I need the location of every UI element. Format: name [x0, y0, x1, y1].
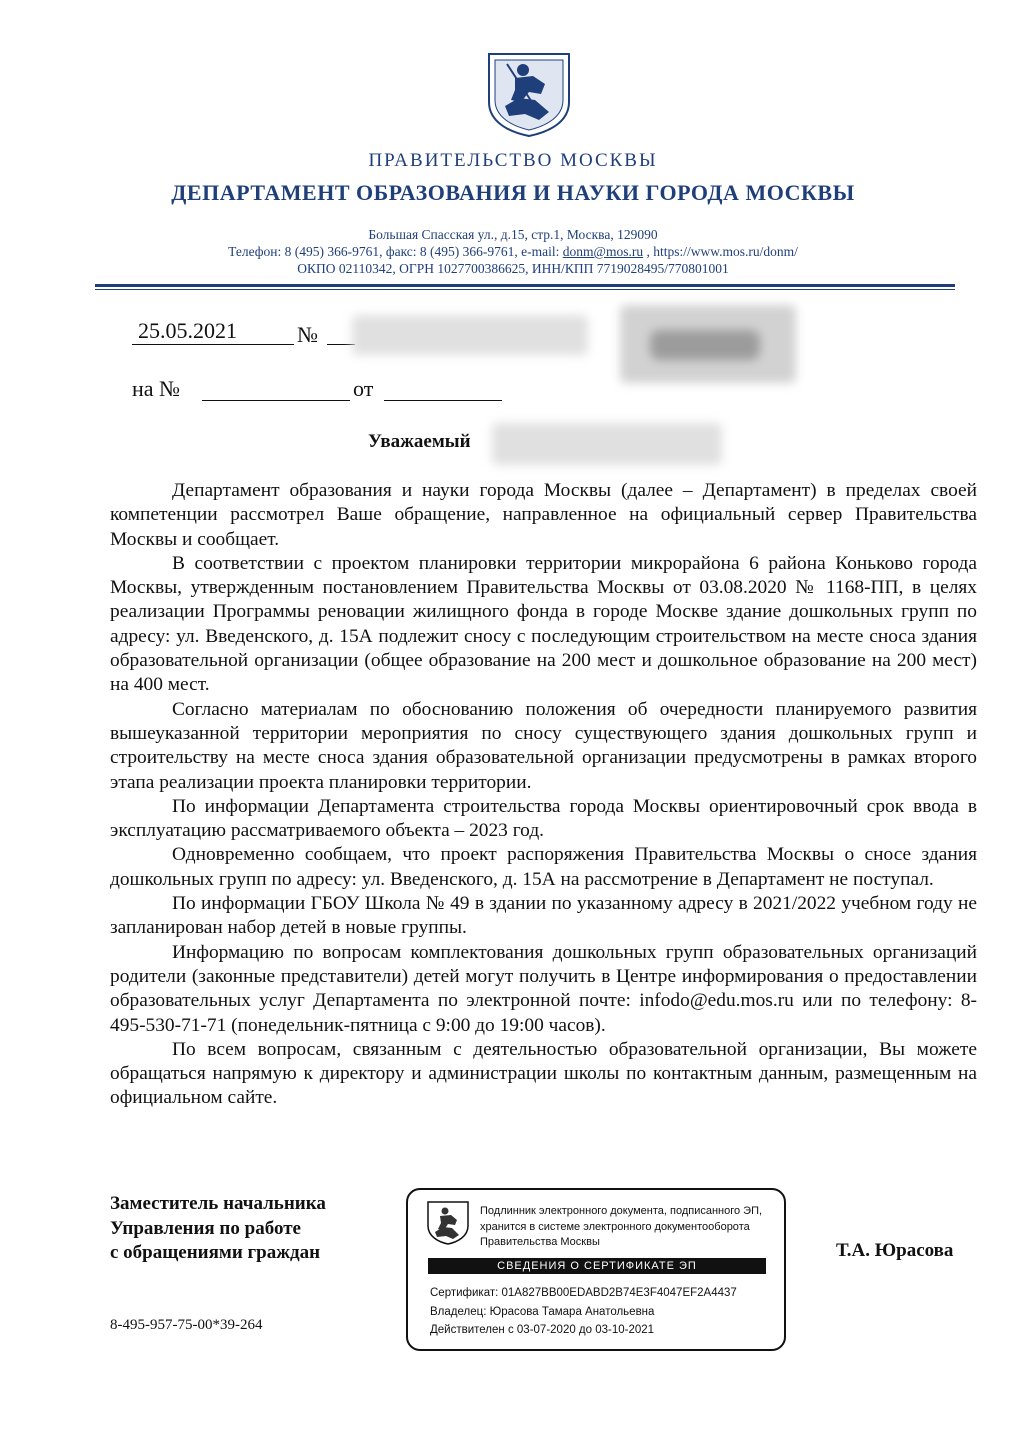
reference-date-blank: [384, 400, 502, 401]
certificate-validity: Действителен с 03-07-2020 до 03-10-2021: [430, 1324, 655, 1336]
reference-date-label: от: [353, 376, 374, 401]
letter-body: [110, 479, 977, 1111]
paragraph: Информацию по вопросам комплектования дошкольных групп образовательных организаций родители (законные представители) детей могут получить в Центре информирования о предоставлении образовательных услуг Департамента по электронной почте: infodo@edu.mos.ru или по телефону: 8-495-530-71-71 (понедельник-пятница с 9:00 до 19:00 часов).: [110, 941, 977, 1036]
signatory-name: Т.А. Юрасова: [836, 1240, 954, 1261]
certificate-owner: Владелец: Юрасова Тамара Анатольевна: [430, 1305, 655, 1318]
contacts-prefix: Телефон: 8 (495) 366-9761, факс: 8 (495) 366-9761, e-mail:: [228, 244, 563, 259]
moscow-coat-of-arms-icon: [485, 50, 573, 138]
document-number-sign: №: [297, 322, 318, 347]
paragraph: Департамент образования и науки города Москвы (далее – Департамент) в пределах своей компетенции рассмотрел Ваше обращение, направленное на официальный сервер Правительства Москвы и сообщает.: [110, 480, 977, 550]
paragraph: По информации Департамента строительства города Москвы ориентировочный срок ввода в эксплуатацию рассматриваемого объекта – 2023 год.: [110, 795, 977, 842]
paragraph: По всем вопросам, связанным с деятельностью образовательной организации, Вы можете обращаться напрямую к директору и администрации школы по контактным данным, размещенным на официальном сайте.: [110, 1038, 977, 1109]
codes-line: ОКПО 02110342, ОГРН 1027700386625, ИНН/КПП 7719028495/770801001: [297, 261, 729, 276]
document-number-underline: [327, 344, 355, 345]
stamp-header-line: хранится в системе электронного документооборота: [480, 1220, 750, 1233]
stamp-header: [480, 1204, 762, 1251]
moscow-coat-of-arms-icon: [426, 1200, 470, 1246]
header-divider-thin: [95, 289, 955, 290]
contact-phone: 8-495-957-75-00*39-264: [110, 1317, 263, 1333]
electronic-signature-stamp: [406, 1188, 786, 1351]
certificate-details: [430, 1284, 737, 1340]
paragraph: Одновременно сообщаем, что проект распоряжения Правительства Москвы о сносе здания дошкольных групп по адресу: ул. Введенского, д. 15А на рассмотрение в Департамент не поступал.: [110, 844, 977, 890]
stamp-header-line: Правительства Москвы: [480, 1236, 600, 1248]
redacted-document-number: [352, 315, 588, 355]
redacted-recipient-name: [492, 423, 722, 465]
contacts-suffix: , https://www.mos.ru/donm/: [643, 244, 798, 259]
paragraph: По информации ГБОУ Школа № 49 в здании по указанному адресу в 2021/2022 учебном году не запланирован набор детей в новые группы.: [110, 893, 977, 939]
paragraph: В соответствии с проектом планировки территории микрорайона 6 района Коньково города Москвы, утвержденным постановлением Правительства Москвы от 03.08.2020 № 1168-ПП, в целях реализации Программы реновации жилищного фонда в городе Москве здание дошкольных групп по адресу: ул. Введенского, д. 15А подлежит сносу с последующим строительством на месте сноса здания образовательной организации (общее образование на 200 мест и дошкольное образование на 200 мест) на 400 мест.: [110, 552, 977, 696]
department-title: ДЕПАРТАМЕНТ ОБРАЗОВАНИЯ И НАУКИ ГОРОДА МОСКВЫ: [171, 180, 855, 205]
paragraph: Согласно материалам по обоснованию положения об очередности планируемого развития вышеуказанной территории мероприятия по сносу существующего здания дошкольных групп и строительству на месте сноса здания образовательной организации предусмотрены в рамках второго этапа реализации проекта планировки территории.: [110, 698, 977, 793]
department-contacts: [0, 226, 1026, 277]
signatory-title-line: Заместитель начальника: [110, 1193, 326, 1214]
redacted-stamp: [620, 305, 796, 383]
stamp-header-line: Подлинник электронного документа, подписанного ЭП,: [480, 1205, 763, 1217]
address-line: Большая Спасская ул., д.15, стр.1, Москва, 129090: [368, 227, 658, 242]
contacts-line: [0, 243, 1026, 260]
salutation: Уважаемый: [368, 431, 471, 452]
document-date: 25.05.2021: [132, 318, 294, 345]
signatory-title: [110, 1192, 326, 1266]
email-link[interactable]: donm@mos.ru: [562, 244, 644, 259]
header-divider: [95, 284, 955, 287]
reference-number-blank: [202, 400, 350, 401]
reference-number-label: на №: [132, 376, 181, 401]
government-title: ПРАВИТЕЛЬСТВО МОСКВЫ: [368, 150, 658, 171]
certificate-info-bar: СВЕДЕНИЯ О СЕРТИФИКАТЕ ЭП: [428, 1258, 766, 1274]
signatory-title-line: Управления по работе: [110, 1217, 301, 1239]
signatory-title-line: с обращениями граждан: [110, 1242, 321, 1263]
certificate-number: Сертификат: 01A827BB00EDABD2B74E3F4047EF2A4437: [430, 1287, 737, 1299]
